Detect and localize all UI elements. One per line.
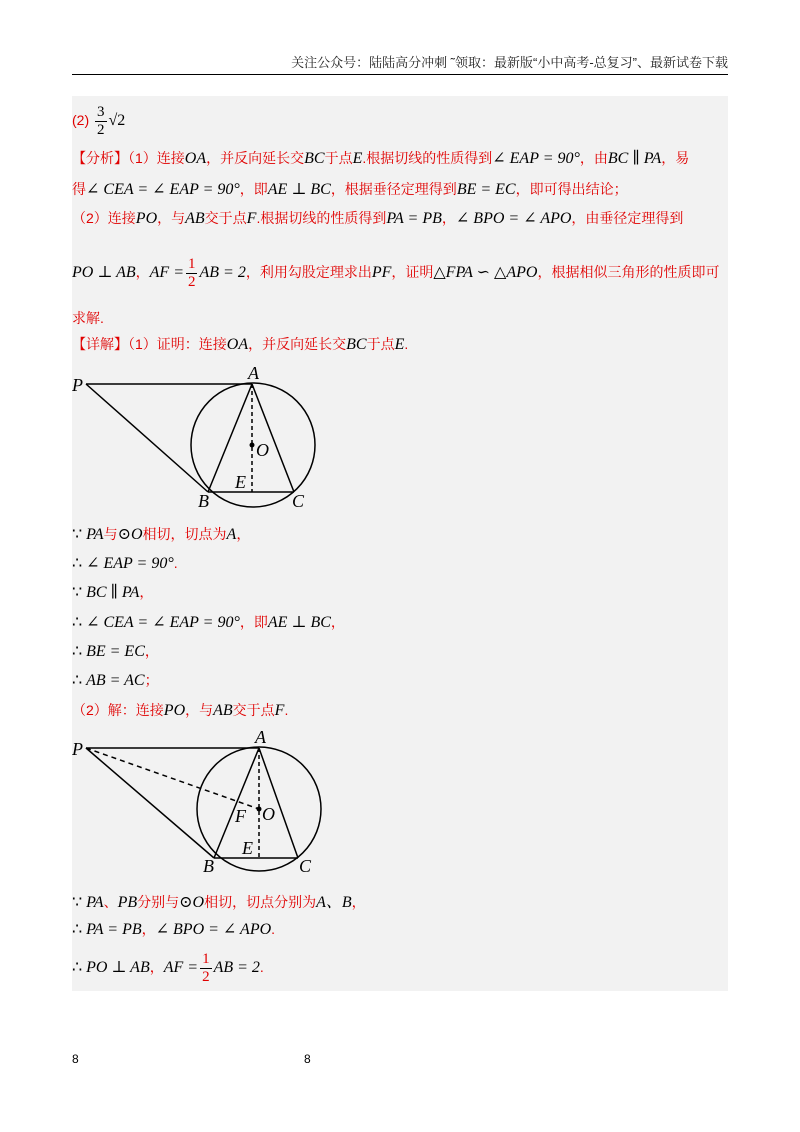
detail-line-1: 【详解】（1）证明：连接OA，并反向延长交BC于点E. (72, 336, 409, 353)
geometry-figure-2 (72, 730, 362, 880)
proof1-line-4: ∴ ∠ CEA = ∠ EAP = 90°，即AE ⊥ BC， (72, 614, 345, 631)
analysis-line-2: 得∠ CEA = ∠ EAP = 90°，即AE ⊥ BC，根据垂径定理得到BE = EC，即可得出结论； (72, 181, 628, 198)
answer-fraction: $\frac{3}{2}$ (97, 104, 105, 138)
label-e: E (242, 838, 253, 858)
label-f: F (235, 806, 246, 826)
fraction-one-half: $\frac{1}{2}$ (202, 951, 210, 985)
fraction-one-half: $\frac{1}{2}$ (187, 256, 196, 290)
label-c: C (292, 491, 305, 511)
segment-ac (259, 748, 298, 858)
proof2-line-2: ∴ PA = PB，∠ BPO = ∠ APO. (72, 921, 276, 938)
center-point-o (250, 443, 255, 448)
solution-content (72, 96, 728, 991)
label-a: A (248, 366, 259, 383)
label-b: B (203, 856, 214, 876)
footer-page-number-left: 8 (72, 1052, 79, 1066)
answer-label: (2) (72, 112, 90, 129)
label-a: A (255, 730, 266, 747)
proof1-line-5: ∴ BE = EC， (72, 643, 159, 660)
analysis-line-1: 【分析】（1）连接OA，并反向延长交BC于点E.根据切线的性质得到∠ EAP = 90°，由BC ∥ PA，易 (72, 150, 690, 167)
label-p: P (72, 739, 83, 759)
segment-pb (86, 748, 214, 858)
proof1-line-3: ∵ BC ∥ PA， (72, 584, 154, 601)
segment-pb (86, 384, 208, 492)
label-p: P (72, 375, 83, 395)
proof2-line-1: ∵ PA、PB分别与⊙O相切，切点分别为A、B， (72, 894, 366, 911)
analysis-line-5: 求解. (72, 310, 104, 326)
label-o: O (262, 804, 275, 824)
part2-line: （2）解：连接PO，与AB交于点F. (72, 702, 289, 719)
proof1-line-2: ∴ ∠ EAP = 90°. (72, 555, 178, 572)
segment-ac (252, 384, 294, 492)
footer-page-number-center: 8 (304, 1052, 311, 1066)
label-e: E (235, 472, 246, 492)
center-point-o (257, 807, 262, 812)
geometry-figure-1 (72, 366, 332, 516)
analysis-line-3: （2）连接PO，与AB交于点F.根据切线的性质得到PA = PB，∠ BPO = ∠ APO，由垂径定理得到 (72, 210, 684, 227)
label-b: B (198, 491, 209, 511)
detail-tag: 【详解】 (72, 336, 128, 352)
answer-part2 (72, 104, 728, 139)
label-o: O (256, 440, 269, 460)
segment-po-dashed (86, 748, 259, 809)
analysis-tag: 【分析】 (72, 150, 128, 166)
analysis-line-4: PO ⊥ AB，AF = $\frac{1}{2}$ AB = 2，利用勾股定理求出PF，证明△FPA ∽ △APO，根据相似三角形的性质即可 (72, 256, 720, 290)
page-header: 关注公众号：陆陆高分冲刺 ˜领取：最新版“小中高考-总复习”、最新试卷下载 (72, 52, 728, 75)
label-c: C (299, 856, 312, 876)
proof1-line-6: ∴ AB = AC； (72, 672, 159, 689)
answer-radical: √2 (108, 112, 126, 130)
proof2-line-3: ∴ PO ⊥ AB，AF = $\frac{1}{2}$ AB = 2. (72, 951, 264, 985)
proof1-line-1: ∵ PA与⊙O相切，切点为A， (72, 526, 251, 543)
